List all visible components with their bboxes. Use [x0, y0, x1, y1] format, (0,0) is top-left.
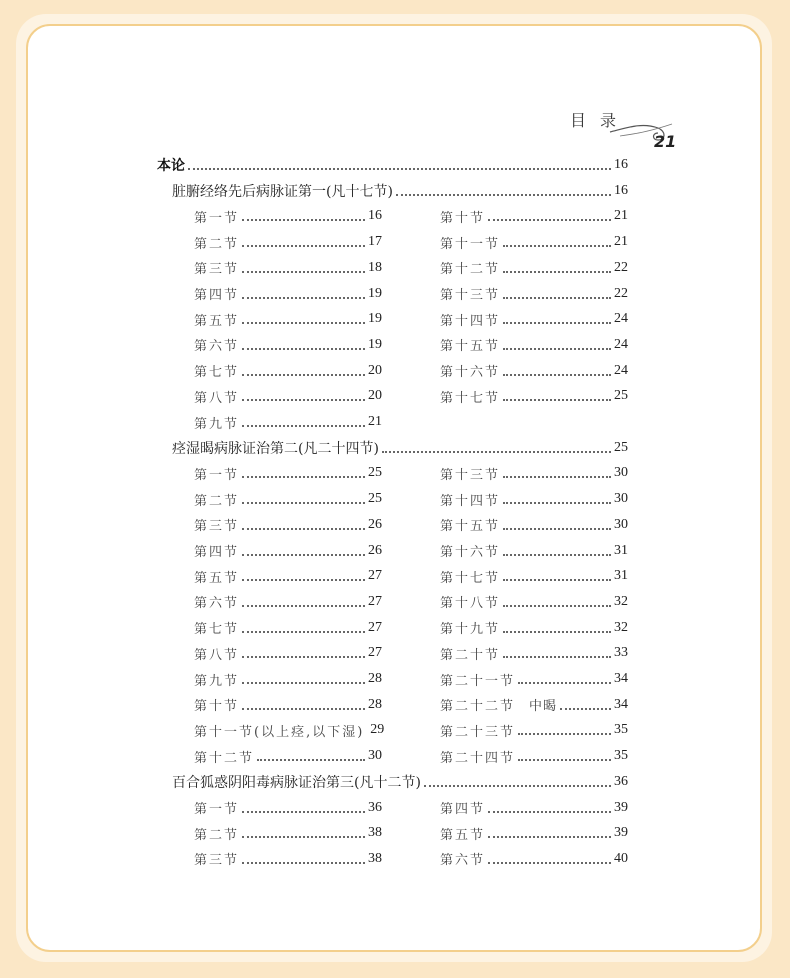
dot-leader — [518, 682, 611, 684]
dot-leader — [188, 168, 611, 170]
toc-page-number: 28 — [368, 671, 382, 686]
toc-page-number: 38 — [368, 850, 382, 866]
toc-section-row — [194, 489, 382, 509]
toc-entry-label: 第四节 — [440, 802, 486, 817]
toc-page-number: 18 — [368, 259, 382, 275]
dot-leader — [503, 554, 611, 556]
toc-page-number: 24 — [614, 362, 628, 378]
dot-leader — [242, 528, 365, 530]
toc-page-number: 38 — [368, 825, 382, 841]
toc-part-row — [157, 155, 628, 175]
toc-entry-label: 第七节 — [194, 365, 240, 381]
toc-entry-label: 第十一节(以上痉,以下湿) — [194, 724, 365, 740]
toc-page-number: 35 — [614, 748, 628, 764]
toc-page-number: 19 — [368, 336, 382, 352]
toc-section-row — [194, 592, 382, 612]
toc-entry-label: 第十二节 — [440, 262, 501, 278]
dot-leader — [503, 656, 611, 658]
toc-page-number: 25 — [614, 439, 628, 455]
dot-leader — [424, 785, 611, 787]
toc-page-number: 31 — [614, 542, 628, 558]
toc-entry-label: 第五节 — [440, 827, 486, 843]
dot-leader — [382, 451, 611, 453]
toc-entry-label: 第十八节 — [440, 596, 501, 612]
dot-leader — [242, 297, 365, 299]
toc-section-row — [194, 746, 382, 766]
dot-leader — [503, 374, 611, 376]
toc-section-row — [440, 592, 628, 612]
toc-section-row — [194, 823, 382, 843]
toc-page-number: 17 — [368, 234, 382, 250]
dot-leader — [242, 605, 365, 607]
toc-entry-label: 第十五节 — [440, 519, 501, 535]
dot-leader — [242, 579, 365, 581]
toc-section-row — [194, 463, 382, 483]
toc-page-number: 30 — [614, 465, 628, 481]
toc-page-number: 30 — [614, 516, 628, 532]
dot-leader — [242, 682, 365, 684]
toc-page-number: 29 — [370, 722, 385, 738]
dot-leader — [257, 759, 365, 761]
toc-page-number: 24 — [614, 311, 628, 327]
page-header — [560, 108, 690, 152]
toc-entry-label: 第十二节 — [194, 750, 255, 766]
toc-entry-label: 第十七节 — [440, 390, 501, 406]
toc-page-number: 26 — [368, 516, 382, 532]
dot-leader — [503, 245, 611, 247]
toc-section-row — [194, 566, 382, 586]
dot-leader — [488, 862, 611, 864]
toc-section-row — [440, 695, 628, 715]
toc-page-number: 19 — [368, 285, 382, 301]
toc-chapter-row — [172, 772, 628, 792]
toc-section-row — [194, 309, 382, 329]
toc-section-row — [194, 386, 382, 406]
dot-leader — [488, 811, 611, 813]
toc-page-number: 27 — [368, 593, 382, 609]
toc-section-row — [440, 618, 628, 638]
toc-section-row — [194, 258, 382, 278]
toc-entry-label: 第六节 — [194, 339, 240, 355]
page-number: 21 — [654, 132, 677, 151]
toc-entry-label: 第十六节 — [440, 365, 501, 381]
toc-entry-label: 第二十节 — [440, 647, 501, 663]
dot-leader — [503, 399, 611, 401]
toc-entry-label: 第一节 — [194, 802, 240, 817]
dot-leader — [503, 528, 611, 530]
dot-leader — [503, 348, 611, 350]
toc-section-row — [440, 798, 628, 818]
toc-page-number: 36 — [614, 773, 628, 789]
toc-entry-label: 第四节 — [194, 545, 240, 560]
toc-section-row — [440, 566, 628, 586]
toc-page-number: 40 — [614, 850, 628, 866]
toc-entry-label: 第十四节 — [440, 493, 501, 509]
toc-page-number: 28 — [368, 696, 382, 712]
toc-entry-label: 第六节 — [440, 853, 486, 869]
dot-leader — [242, 476, 365, 478]
dot-leader — [242, 631, 365, 633]
dot-leader — [242, 656, 365, 658]
toc-section-row — [194, 618, 382, 638]
dot-leader — [242, 502, 365, 504]
dot-leader — [242, 348, 365, 350]
toc-section-row — [194, 515, 382, 535]
dot-leader — [242, 708, 365, 710]
dot-leader — [503, 631, 611, 633]
toc-entry-label: 第十四节 — [440, 313, 501, 329]
toc-section-row — [194, 232, 382, 252]
toc-entry-label: 第十九节 — [440, 622, 501, 638]
toc-page-number: 34 — [614, 671, 628, 686]
toc-section-row — [194, 541, 382, 561]
toc-section-row — [194, 284, 382, 304]
toc-page-number: 27 — [368, 619, 382, 635]
dot-leader — [503, 579, 611, 581]
toc-page-number: 16 — [368, 208, 382, 224]
toc-entry-label: 第三节 — [194, 519, 240, 535]
dot-leader — [503, 476, 611, 478]
toc-entry-label: 第二十二节 — [440, 699, 516, 715]
toc-entry-label: 第二节 — [194, 493, 240, 509]
toc-entry-label: 痉湿暍病脉证治第二(凡二十四节) — [172, 440, 379, 457]
toc-page-number: 30 — [368, 748, 382, 764]
toc-page-number: 21 — [614, 234, 628, 250]
toc-entry-label: 本论 — [157, 158, 185, 174]
toc-entry-label: 第八节 — [194, 390, 240, 406]
toc-entry-label: 第十五节 — [440, 339, 501, 355]
toc-page-number: 27 — [368, 645, 382, 661]
toc-section-row — [194, 669, 382, 689]
toc-entry-label: 第五节 — [194, 570, 240, 586]
dot-leader — [242, 245, 365, 247]
toc-entry-label: 第十三节 — [440, 467, 501, 483]
toc-section-row — [194, 412, 382, 432]
toc-entry-label: 第十一节 — [440, 236, 501, 252]
toc-entry-label: 第二十一节 — [440, 673, 516, 689]
toc-entry-label: 第二节 — [194, 827, 240, 843]
toc-section-row — [194, 643, 382, 663]
dot-leader — [242, 425, 365, 427]
toc-page-number: 35 — [614, 722, 628, 738]
toc-entry-label: 第十节 — [194, 699, 240, 715]
dot-leader — [242, 374, 365, 376]
dot-leader — [503, 605, 611, 607]
toc-page-number: 33 — [614, 645, 628, 661]
toc-section-row — [440, 643, 628, 663]
toc-section-row — [440, 232, 628, 252]
toc-page-number: 21 — [614, 208, 628, 224]
toc-page-number: 32 — [614, 619, 628, 635]
toc-section-row — [194, 335, 382, 355]
dot-leader — [560, 708, 611, 710]
toc-section-row — [440, 284, 628, 304]
toc-entry-label: 第二十三节 — [440, 724, 516, 740]
toc-section-row — [194, 695, 382, 715]
dot-leader — [242, 271, 365, 273]
toc-section-row — [440, 309, 628, 329]
dot-leader — [488, 836, 611, 838]
toc-page-number: 20 — [368, 388, 382, 404]
dot-leader — [242, 554, 365, 556]
dot-leader — [488, 219, 611, 221]
toc-entry-label: 第三节 — [194, 853, 240, 869]
toc-entry-label: 百合狐惑阴阳毒病脉证治第三(凡十二节) — [172, 774, 421, 791]
toc-entry-label: 第八节 — [194, 647, 240, 663]
toc-section-row — [194, 798, 382, 818]
toc-entry-label: 第十七节 — [440, 570, 501, 586]
dot-leader — [242, 836, 365, 838]
toc-entry-label: 脏腑经络先后病脉证第一(凡十七节) — [172, 183, 393, 200]
toc-entry-label: 第六节 — [194, 596, 240, 612]
toc-entry-label: 第一节 — [194, 210, 240, 226]
dot-leader — [503, 502, 611, 504]
toc-entry-label: 第五节 — [194, 313, 240, 329]
toc-page-number: 39 — [614, 799, 628, 815]
toc-section-row — [440, 515, 628, 535]
toc-page-number: 20 — [368, 362, 382, 378]
toc-page-number: 22 — [614, 259, 628, 275]
toc-entry-label: 第九节 — [194, 416, 240, 432]
toc-page-number: 16 — [614, 157, 628, 172]
toc-page-number: 27 — [368, 568, 382, 584]
dot-leader — [242, 862, 365, 864]
toc-entry-label: 第二节 — [194, 236, 240, 252]
toc-entry-note: 中暍 — [529, 699, 558, 715]
toc-entry-label: 第十三节 — [440, 288, 501, 303]
toc-page-number: 19 — [368, 311, 382, 327]
toc-section-row — [440, 669, 628, 689]
dot-leader — [242, 399, 365, 401]
toc-page-number: 21 — [368, 414, 382, 429]
dot-leader — [242, 811, 365, 813]
toc-page-number: 16 — [614, 182, 628, 198]
toc-page-number: 24 — [614, 336, 628, 352]
toc-section-row — [440, 206, 628, 226]
toc-section-row — [440, 489, 628, 509]
dot-leader — [242, 322, 365, 324]
toc-page-number: 39 — [614, 825, 628, 841]
toc-page-number: 25 — [368, 465, 382, 481]
toc-chapter-row — [172, 181, 628, 201]
toc-page-number: 36 — [368, 799, 382, 815]
toc-section-row — [440, 849, 628, 869]
toc-page-number: 31 — [614, 568, 628, 584]
dot-leader — [518, 759, 611, 761]
dot-leader — [518, 733, 611, 735]
toc-entry-label: 第二十四节 — [440, 750, 516, 766]
toc-page-number: 25 — [614, 388, 628, 404]
toc-section-row — [440, 386, 628, 406]
toc-section-row — [440, 823, 628, 843]
toc-section-row — [440, 361, 628, 381]
toc-section-row — [194, 206, 382, 226]
dot-leader — [503, 322, 611, 324]
toc-section-row — [440, 258, 628, 278]
toc-section-row — [194, 849, 382, 869]
toc-entry-label: 第一节 — [194, 467, 240, 483]
dot-leader — [503, 271, 611, 273]
toc-entry-label: 第九节 — [194, 673, 240, 689]
toc-section-row — [440, 746, 628, 766]
toc-page-number: 30 — [614, 491, 628, 507]
toc-entry-label: 第三节 — [194, 262, 240, 278]
dot-leader — [503, 297, 611, 299]
toc-chapter-row — [172, 438, 628, 458]
dot-leader — [242, 219, 365, 221]
toc-section-row — [440, 463, 628, 483]
toc-entry-label: 第七节 — [194, 622, 240, 638]
toc-page-number: 22 — [614, 285, 628, 301]
toc-section-row — [440, 541, 628, 561]
toc-section-row — [440, 720, 628, 740]
toc-entry-label: 第十节 — [440, 210, 486, 226]
header-title: 目录 — [570, 111, 631, 130]
toc-section-row — [440, 335, 628, 355]
toc-section-row — [194, 720, 385, 740]
toc-page-number: 26 — [368, 542, 382, 558]
toc-entry-label: 第四节 — [194, 288, 240, 303]
toc-page-number: 34 — [614, 696, 628, 712]
toc-page-number: 32 — [614, 593, 628, 609]
toc-entry-label: 第十六节 — [440, 545, 501, 560]
toc-section-row — [194, 361, 382, 381]
dot-leader — [396, 194, 611, 196]
toc-page-number: 25 — [368, 491, 382, 507]
